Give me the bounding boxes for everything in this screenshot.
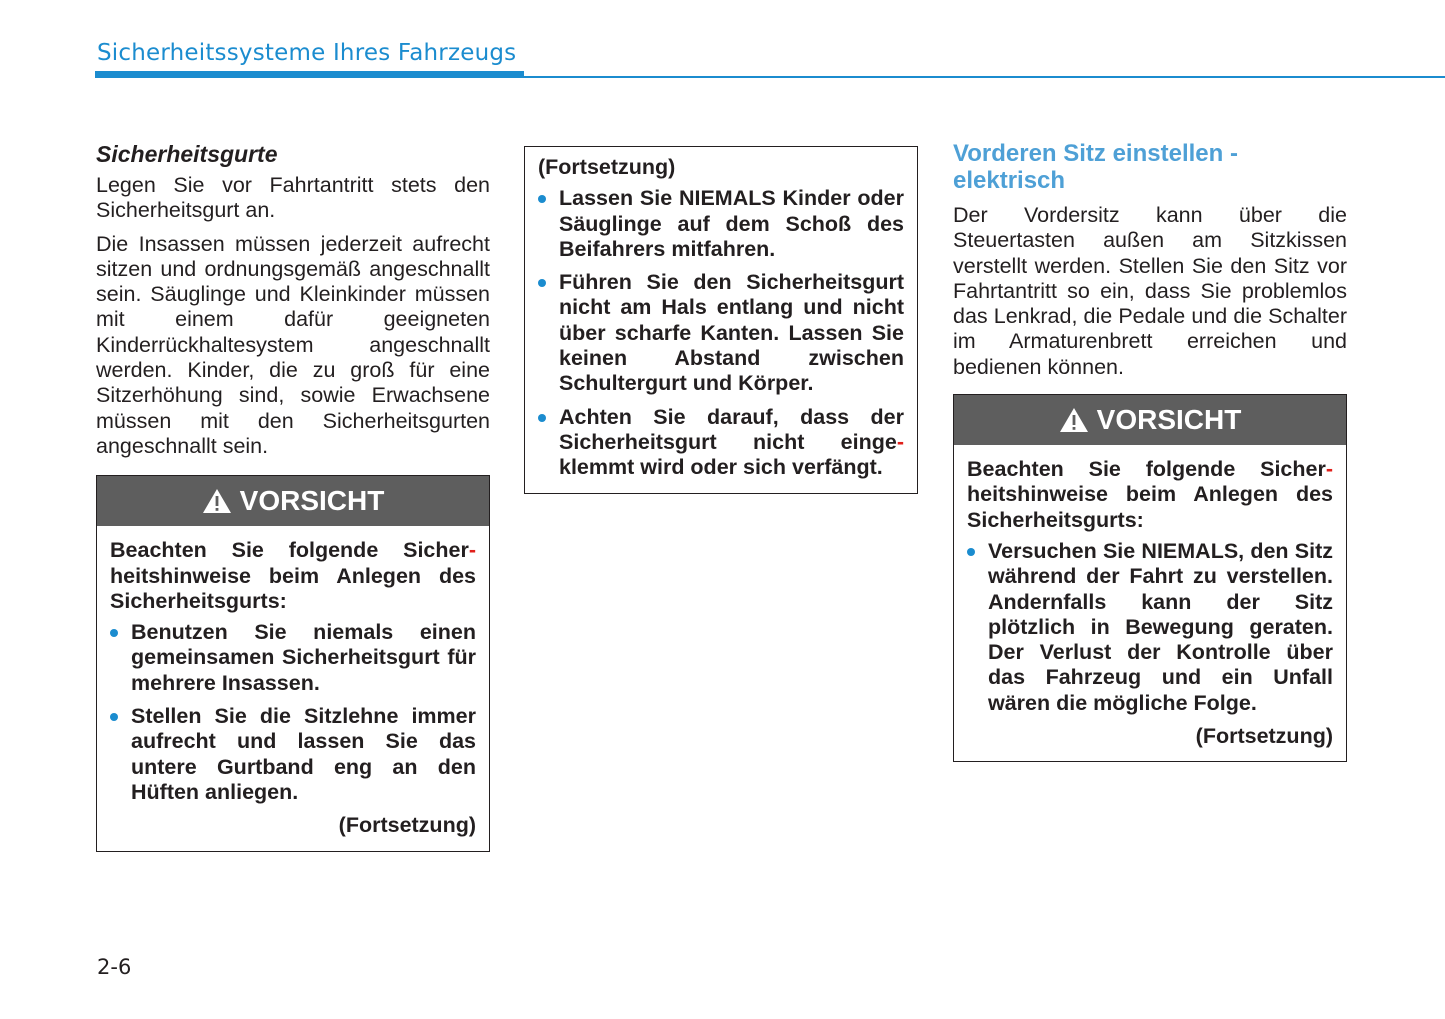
page-number: 2-6: [97, 955, 132, 979]
body-paragraph: Die Insassen müssen jederzeit aufrecht sitzen und ordnungsgemäß angeschnallt sein. Säuglinge und Kleinkinder müssen mit einem dafür geeigneten Kinderrückhaltesystem angeschnallt werden. Kinder, die zu groß für eine Sitzerhöhung sind, sowie Erwachsene müssen mit den Sicherheitsgurten angeschnallt sein.: [96, 231, 490, 458]
list-item-text: Versuchen Sie NIEMALS, den Sitz während der Fahrt zu verstellen. Andernfalls kann der Sitz plötzlich in Bewegung geraten. Der Verlust der Kontrolle über das Fahrzeug und ein Unfall wären die mögliche Folge.: [988, 538, 1333, 715]
bullet-icon: [967, 548, 975, 556]
caution-intro-part: Beachten Sie folgende Sicher: [967, 457, 1326, 482]
hyphen-mark: -: [468, 538, 476, 563]
body-paragraph: Der Vordersitz kann über die Steuertasten außen am Sitzkissen verstellt werden. Stellen Sie den Sitz vor Fahrtantritt so ein, dass Sie problemlos das Lenkrad, die Pedale und die Schalter im Armaturenbrett erreichen und bedienen können.: [953, 203, 1347, 379]
caution-intro-part: heitshinweise beim Anlegen des Sicherheitsgurts:: [967, 482, 1333, 532]
continued-label: (Fortsetzung): [538, 155, 676, 179]
hyphen-mark: -: [1325, 457, 1333, 482]
list-item-text: Benutzen Sie niemals einen gemeinsamen Sicherheitsgurt für mehrere Insassen.: [131, 620, 476, 695]
list-item-text: Lassen Sie NIEMALS Kinder oder Säuglinge auf dem Schoß des Beifahrers mitfahren.: [559, 186, 904, 261]
list-item-text: Führen Sie den Sicherheitsgurt nicht am Hals entlang und nicht über scharfe Kanten. Lassen Sie keinen Abstand zwischen Schultergurt und Körper.: [559, 270, 904, 396]
list-item: [110, 704, 476, 805]
chapter-title: Sicherheitssysteme Ihres Fahrzeugs: [97, 40, 517, 66]
caution-header: [954, 395, 1346, 445]
bullet-icon: [538, 195, 546, 203]
list-item: [538, 405, 904, 481]
list-item-text: Stellen Sie die Sitzlehne immer aufrecht und lassen Sie das untere Gurtband eng an den Hüften anliegen.: [131, 704, 476, 804]
list-item: [538, 270, 904, 396]
caution-box: [96, 475, 490, 851]
column-left: [96, 140, 490, 852]
bullet-icon: [110, 713, 118, 721]
caution-list: [110, 620, 476, 805]
list-item: [110, 620, 476, 696]
continuation-label: (Fortsetzung): [338, 813, 476, 838]
list-item: [967, 539, 1333, 716]
column-right: [953, 140, 1347, 762]
caution-intro: [967, 457, 1333, 533]
warning-triangle-icon: [1059, 407, 1089, 433]
list-item: [538, 186, 904, 262]
caution-header: [97, 476, 489, 526]
bullet-icon: [538, 414, 546, 422]
caution-list: [967, 539, 1333, 716]
warning-triangle-icon: [202, 488, 232, 514]
section-heading: Vorderen Sitz einstellen - elektrisch: [953, 140, 1238, 194]
section-subheading: Sicherheitsgurte: [96, 141, 278, 167]
caution-intro: [110, 538, 476, 614]
caution-list: [538, 186, 904, 480]
caution-body: [97, 526, 489, 850]
body-paragraph: Legen Sie vor Fahrtantritt stets den Sicherheitsgurt an.: [96, 173, 490, 223]
continued-caution-box: [524, 146, 918, 494]
list-item-text: Achten Sie darauf, dass der Sicherheitsgurt nicht einge: [559, 404, 904, 454]
header-rule-thick: [95, 71, 524, 78]
caution-intro-part: Beachten Sie folgende Sicher: [110, 538, 469, 563]
list-item-text: klemmt wird oder sich verfängt.: [559, 455, 883, 480]
header-rule-thin: [524, 76, 1445, 78]
caution-title: VORSICHT: [1096, 404, 1242, 436]
bullet-icon: [110, 629, 118, 637]
bullet-icon: [538, 279, 546, 287]
caution-intro-part: heitshinweise beim Anlegen des Sicherheitsgurts:: [110, 563, 476, 613]
caution-box: [953, 394, 1347, 762]
caution-title: VORSICHT: [239, 485, 385, 517]
continuation-label: (Fortsetzung): [1195, 724, 1333, 749]
hyphen-mark: -: [896, 429, 904, 454]
caution-body: [954, 445, 1346, 761]
